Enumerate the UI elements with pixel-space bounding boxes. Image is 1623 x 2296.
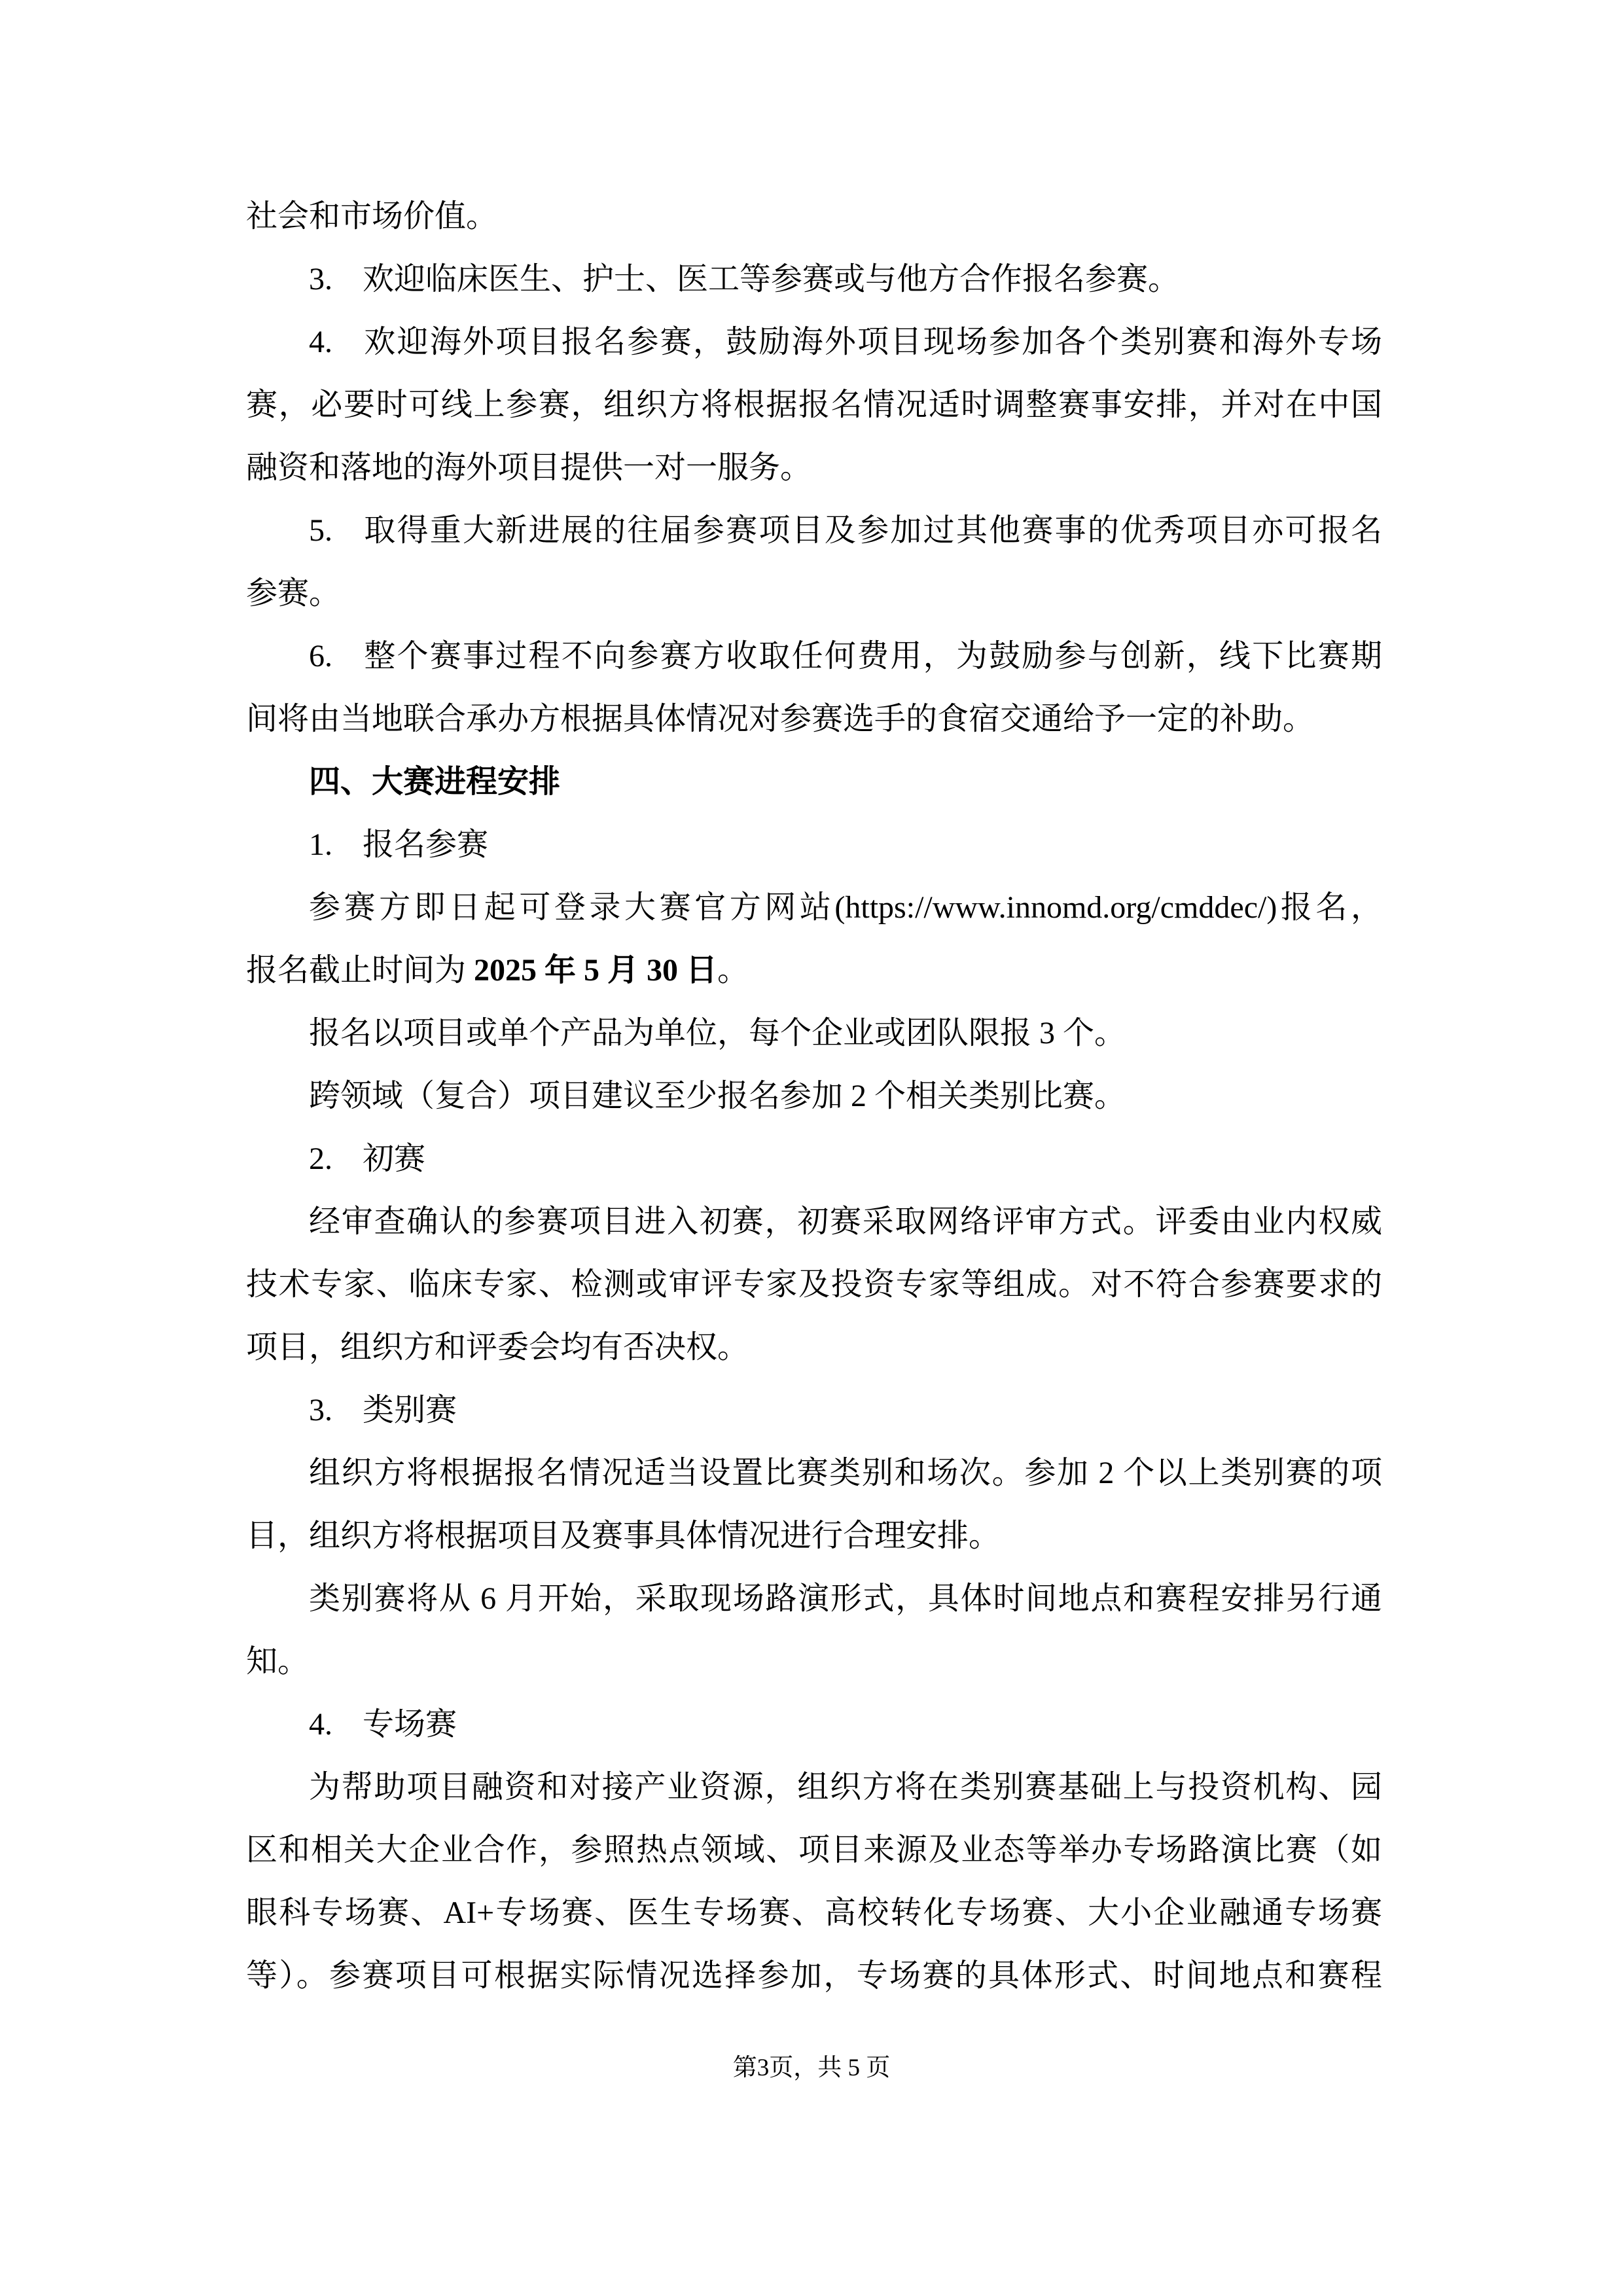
- text-run: 初赛: [363, 1141, 426, 1176]
- text-line: [246, 1630, 1382, 1693]
- text-line: [246, 311, 1382, 374]
- list-number: 6.: [309, 639, 332, 673]
- text-line: [246, 1882, 1382, 1945]
- text-line: [246, 562, 1382, 625]
- text-run: 专场赛: [363, 1707, 457, 1742]
- text-run: 赛，必要时可线上参赛，组织方将根据报名情况适时调整赛事安排，并对在中国: [246, 387, 1382, 422]
- text-line: [246, 876, 1382, 939]
- text-run: 四、大赛进程安排: [309, 764, 561, 799]
- text-run: 项目，组织方和评委会均有否决权。: [246, 1330, 749, 1365]
- text-run: 类别赛将从 6 月开始，采取现场路演形式，具体时间地点和赛程安排另行通: [309, 1581, 1382, 1616]
- text-line: [246, 437, 1382, 499]
- list-number: 5.: [309, 513, 332, 548]
- list-number: 4.: [309, 325, 332, 359]
- text-line: [246, 1945, 1382, 2007]
- text-run: 社会和市场价值。: [246, 199, 498, 234]
- text-line: [246, 1379, 1382, 1442]
- text-run: 报名截止时间为: [246, 953, 474, 988]
- section-heading-line: [246, 751, 1382, 814]
- text-run: 欢迎海外项目报名参赛，鼓励海外项目现场参加各个类别赛和海外专场: [363, 325, 1382, 359]
- text-line: [246, 1253, 1382, 1316]
- text-run: 等）。参赛项目可根据实际情况选择参加，专场赛的具体形式、时间地点和赛程: [246, 1958, 1382, 1993]
- text-line: [246, 374, 1382, 437]
- text-line: [246, 1065, 1382, 1128]
- text-run: 参赛方即日起可登录大赛官方网站(https://www.innomd.org/cmddec/)报名，: [309, 890, 1382, 925]
- text-line: [246, 1505, 1382, 1568]
- text-line: [246, 1316, 1382, 1379]
- list-number: 2.: [309, 1141, 332, 1176]
- list-number: 4.: [309, 1707, 332, 1742]
- text-run: 知。: [246, 1644, 310, 1679]
- list-number: 3.: [309, 262, 332, 296]
- text-run: 组织方将根据报名情况适当设置比赛类别和场次。参加 2 个以上类别赛的项: [309, 1456, 1382, 1490]
- text-run: 融资和落地的海外项目提供一对一服务。: [246, 450, 812, 485]
- text-line: [246, 1693, 1382, 1756]
- list-number: 3.: [309, 1393, 332, 1427]
- document-body: [246, 185, 1382, 2007]
- text-line: [246, 248, 1382, 311]
- text-line: [246, 1191, 1382, 1253]
- page-footer: 第3页，共 5 页: [732, 2054, 891, 2081]
- text-run: 类别赛: [363, 1393, 457, 1427]
- list-number: 1.: [309, 827, 332, 862]
- text-line: [246, 1756, 1382, 1819]
- text-run: 间将由当地联合承办方根据具体情况对参赛选手的食宿交通给予一定的补助。: [246, 702, 1315, 736]
- text-run: 经审查确认的参赛项目进入初赛，初赛采取网络评审方式。评委由业内权威: [309, 1204, 1382, 1239]
- text-run: 技术专家、临床专家、检测或审评专家及投资专家等组成。对不符合参赛要求的: [246, 1267, 1382, 1302]
- text-run: 。: [717, 953, 749, 988]
- text-run: 整个赛事过程不向参赛方收取任何费用，为鼓励参与创新，线下比赛期: [363, 639, 1382, 673]
- text-run: 欢迎临床医生、护士、医工等参赛或与他方合作报名参赛。: [363, 262, 1180, 296]
- text-line: [246, 1002, 1382, 1065]
- text-line: [246, 939, 1382, 1002]
- text-line: [246, 1568, 1382, 1630]
- text-line: [246, 1819, 1382, 1882]
- text-line: [246, 625, 1382, 688]
- text-line: [246, 1128, 1382, 1191]
- text-line: [246, 814, 1382, 876]
- text-line: [246, 688, 1382, 751]
- text-line: [246, 499, 1382, 562]
- text-run: 取得重大新进展的往届参赛项目及参加过其他赛事的优秀项目亦可报名: [363, 513, 1382, 548]
- text-run: 参赛。: [246, 576, 341, 611]
- text-run: 报名参赛: [363, 827, 489, 862]
- text-run: 区和相关大企业合作，参照热点领域、项目来源及业态等举办专场路演比赛（如: [246, 1833, 1382, 1867]
- text-run: 报名以项目或单个产品为单位，每个企业或团队限报 3 个。: [309, 1016, 1126, 1050]
- bold-text-run: 2025 年 5 月 30 日: [474, 953, 718, 988]
- text-line: [246, 185, 1382, 248]
- text-run: 跨领域（复合）项目建议至少报名参加 2 个相关类别比赛。: [309, 1079, 1126, 1113]
- text-run: 眼科专场赛、AI+专场赛、医生专场赛、高校转化专场赛、大小企业融通专场赛: [246, 1895, 1382, 1930]
- text-line: [246, 1442, 1382, 1505]
- text-run: 目，组织方将根据项目及赛事具体情况进行合理安排。: [246, 1518, 1001, 1553]
- text-run: 为帮助项目融资和对接产业资源，组织方将在类别赛基础上与投资机构、园: [309, 1770, 1382, 1804]
